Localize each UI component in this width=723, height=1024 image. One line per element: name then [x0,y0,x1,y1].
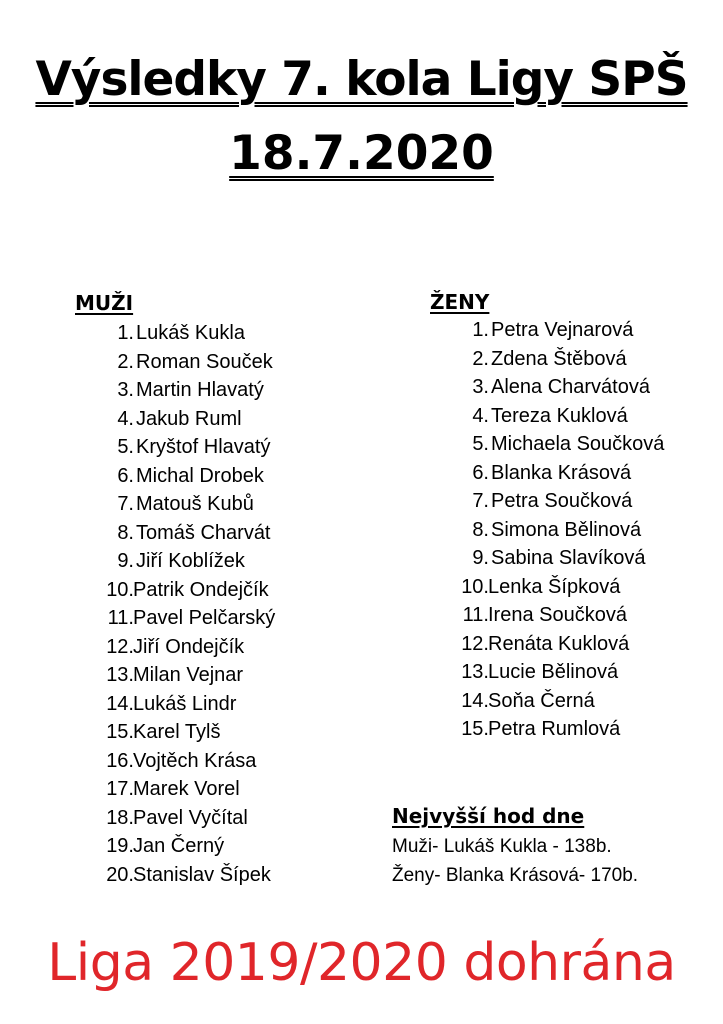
result-name: Soňa Černá [488,689,595,712]
result-name: Lukáš Kukla [136,322,245,344]
result-name: Zdena Štěbová [491,347,627,370]
result-name: Tereza Kuklová [491,404,628,427]
result-rank: 19. [106,835,134,857]
result-name: Vojtěch Krása [133,749,257,772]
result-rank: 12. [461,632,489,655]
result-rank: 5. [472,433,489,455]
result-name: Petra Vejnarová [491,319,634,341]
result-name: Jakub Ruml [136,407,242,430]
result-name: Renáta Kuklová [488,632,630,655]
league-finished-banner: Liga 2019/2020 dohrána [47,933,676,993]
result-name: Kryštof Hlavatý [136,436,271,458]
result-name: Jan Černý [133,835,225,857]
result-name: Lenka Šípková [488,575,621,598]
result-rank: 2. [117,350,134,373]
result-name: Lucie Bělinová [488,661,619,683]
result-rank: 7. [117,493,134,515]
result-name: Tomáš Charvát [136,521,271,544]
result-rank: 14. [106,692,134,715]
result-rank: 6. [472,461,489,484]
result-rank: 1. [117,322,134,344]
result-rank: 12. [106,635,134,658]
page-date: 18.7.2020 [229,126,494,181]
page-title: Výsledky 7. kola Ligy SPŠ [35,52,688,107]
result-rank: 1. [472,319,489,341]
result-rank: 15. [461,718,489,740]
result-rank: 13. [461,661,489,683]
result-rank: 4. [472,404,489,427]
result-rank: 9. [117,550,134,572]
result-name: Matouš Kubů [136,493,254,515]
result-name: Simona Bělinová [491,518,642,541]
result-rank: 16. [106,749,134,772]
result-rank: 10. [106,578,134,601]
result-rank: 18. [106,806,134,829]
result-name: Blanka Krásová [491,461,632,484]
result-rank: 7. [472,490,489,512]
result-rank: 6. [117,464,134,487]
result-name: Petra Rumlová [488,718,621,740]
result-name: Michaela Součková [491,433,665,455]
result-name: Alena Charvátová [491,376,650,398]
result-name: Roman Souček [136,350,273,373]
result-name: Irena Součková [488,604,627,626]
result-name: Pavel Pelčarský [133,607,276,629]
result-rank: 17. [106,778,134,800]
result-name: Petra Součková [491,490,633,512]
result-name: Jiří Ondejčík [133,635,245,658]
result-rank: 2. [472,347,489,370]
result-rank: 5. [117,436,134,458]
result-name: Marek Vorel [133,778,240,800]
result-name: Pavel Vyčítal [133,806,248,829]
result-rank: 3. [117,379,134,401]
result-rank: 20. [106,863,134,886]
result-rank: 8. [472,518,489,541]
result-name: Michal Drobek [136,464,264,487]
result-rank: 11. [462,604,489,626]
result-rank: 10. [461,575,489,598]
result-name: Martin Hlavatý [136,379,264,401]
result-rank: 15. [106,721,134,743]
result-rank: 4. [117,407,134,430]
result-rank: 11. [107,607,134,629]
result-name: Lukáš Lindr [133,692,237,715]
result-rank: 13. [106,664,134,686]
women-heading: ŽENY [430,290,490,314]
result-name: Stanislav Šípek [133,863,271,886]
best-throw-men: Muži- Lukáš Kukla - 138b. [392,836,612,857]
result-name: Sabina Slavíková [491,547,646,569]
result-name: Milan Vejnar [133,664,244,686]
result-rank: 9. [472,547,489,569]
result-rank: 8. [117,521,134,544]
result-name: Jiří Koblížek [136,550,245,572]
men-heading: MUŽI [75,291,134,315]
result-name: Patrik Ondejčík [133,578,269,601]
best-throw-heading: Nejvyšší hod dne [392,804,585,828]
result-name: Karel Tylš [133,721,221,743]
result-rank: 14. [461,689,489,712]
best-throw-women: Ženy- Blanka Krásová- 170b. [392,865,639,886]
result-rank: 3. [472,376,489,398]
